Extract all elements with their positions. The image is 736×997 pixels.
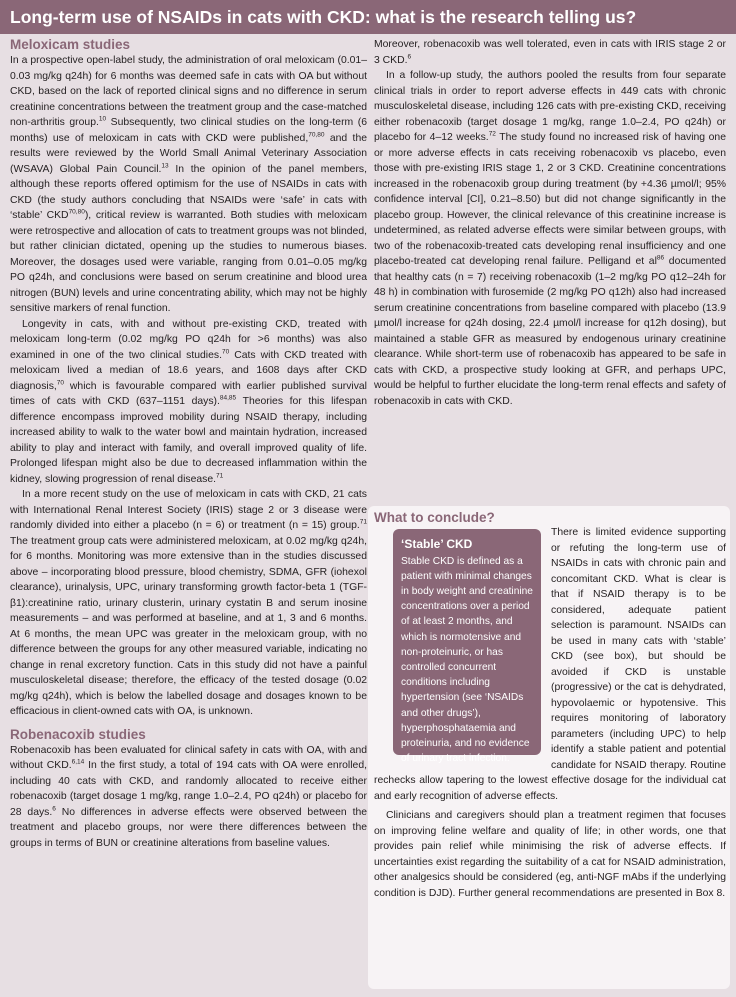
stable-ckd-box [393, 529, 541, 765]
right-column [374, 37, 726, 409]
robenacoxib-paragraph-1: Robenacoxib has been evaluated for clinical safety in cats with OA, with and without CKD.$^{6,14}$ In the first study, a total of 194 cats with OA were enrolled, including 40 cats with CKD, and randomly allocated to receive either robenacoxib (target dosage 1 mg/kg, range 1.0–2.4, PO q24h) or placebo for 28 days.$^6$ No differences in adverse effects were observed between the treatment and placebo groups, nor were there differences between the groups in terms of BUN or creatinine alterations from baseline values. [10, 744, 368, 849]
conclusion-panel [368, 506, 730, 989]
robenacoxib-paragraph-2: In a follow-up study, the authors pooled the results from four separate clinical trials in order to report adverse effects in 449 cats with chronic musculoskeletal disease, including 126 cats with pre-existing CKD, receiving either robenacoxib (target dosage 1 mg/kg, range 1.0–2.4, PO q24h) or placebo for 4–12 weeks.$^{72}$ The study found no increased risk of having one or more adverse effects in cats receiving robenacoxib vs placebo, even those with pre-existing IRIS stage 1, 2 or 3 CKD. Creatinine concentrations increased in the robenacoxib group during treatment (by +4.36 µmol/l; 95% confidence interval [CI], 0.21–8.50) but did not change significantly in the placebo group. However, the clinical relevance of this creatinine increase is undetermined, as related adverse effects were similar between groups, with two of the robenacoxib-treated cats developing renal insufficiency and one placebo-treated cat developing renal failure. Pelligand et $al^{86}$ documented that healthy cats (n = 7) receiving robenacoxib (1–2 mg/kg PO q12–24h for 48 h) in combination with furosemide (2 mg/kg PO q12h) also had increased serum creatinine concentrations from baseline compared with placebo (13.9 µmol/l increase for q24h dosing, 22.4 µmol/l increase for q12h dosing), but maintained a stable GFR as measured by endogenous urinary creatinine clearance. While short-term use of robenacoxib has appeared to be safe in cats with CKD, a prospective study looking at GFR, and perhaps UPC, would be helpful to further elucidate the long-term renal effects and safety of robenacoxib in cats with CKD. [374, 70, 726, 407]
meloxicam-paragraph-2: Longevity in cats, with and without pre-existing CKD, treated with meloxicam long-term (0.02 mg/kg PO q24h for >6 months) was also examined in one of the two clinical studies.$^{70}$ Cats with CKD treated with meloxicam lived a median of 18.6 years, and 1608 days after CKD diagnosis,$^{70}$ which is favourable compared with earlier published survival times of cats with CKD (637–1151 days).$^{84,85}$ Theories for this lifespan difference encompass improved mobility during NSAID therapy, including increased ability to walk to the water bowl and maintain hydration, increased ability to play and interact with family, and overall improved quality of life. Prolonged lifespan might also be due to decreased inflammation within the kidney, slowing progression of renal disease.$^{71}$ [10, 318, 367, 485]
meloxicam-paragraph-1: In a prospective open-label study, the administration of oral meloxicam (0.01–0.03 mg/kg q24h) for 6 months was deemed safe in cats with OA but without CKD, based on the lack of reported clinical signs and no difference in serum creatinine concentrations between the treatment group and the case-matched non-arthritis group.$^{10}$ Subsequently, two clinical studies on the long-term (6 months) use of meloxicam in cats with CKD were published,$^{70,80}$ and the results were reviewed by the World Small Animal Veterinary Association (WSAVA) Global Pain Council.$^{13}$ In the opinion of the panel members, although these reports offered optimism for the use of NSAIDs in cats with CKD (the study authors concluding that NSAIDs were ‘safe’ in cats with ‘stable’ CKD$^{70,80}$), critical review is warranted. Both studies with meloxicam were retrospective and allocation of cats to treatment groups was not blinded, but rather clinician dictated, opening up the studies to numerous biases. Moreover, the dosages used were variable, ranging from 0.01–0.05 mg/kg PO q24h, and conclusions were based on serum creatinine and blood urea nitrogen (BUN) levels and urine concentrating ability, which may not be highly sensitive markers of renal function. [10, 55, 367, 314]
robenacoxib-paragraph-1-continued: Moreover, robenacoxib was well tolerated, even in cats with IRIS stage 2 or 3 CKD.$^6$ [374, 39, 726, 66]
page-title: Long-term use of NSAIDs in cats with CKD: what is the research telling us? [10, 7, 637, 27]
stable-ckd-box-text: Stable CKD is defined as a patient with minimal changes in body weight and creatinine concentrations over a period of at least 2 months, and which is normotensive and non-proteinuric, or has controlled concurrent conditions including hypertension (see ‘NSAIDs and other drugs’), hyperphosphataemia and proteinuria, and no evidence of urinary tract infection. [401, 555, 533, 765]
meloxicam-paragraph-3: In a more recent study on the use of meloxicam in cats with CKD, 21 cats with International Renal Interest Society (IRIS) stage 2 or 3 disease were randomly divided into either a placebo (n = 6) or treatment (n = 15) group.$^{71}$ The treatment group cats were administered meloxicam, at 0.02 mg/kg q24h, for 6 months. Monitoring was more extensive than in the studies discussed above – incorporating blood pressure, blood chemistry, SDMA, GFR (iohexol clearance), urinalysis, UPC, urinary transforming growth factor-beta 1 (TGF-β1):creatinine ratio, urinary clusterin, urinary cystatin B and serum inosine measurements – and was performed at baseline, and at 1, 3 and 6 months. At 6 months, the mean UPC was greater in the meloxicam group, with no difference between the groups for any other measured variable, indicating no change in renal excretory function. Cats in this study did not have a painful musculoskeletal disease; therefore, the efficacy of the tested dosage (0.02 mg/kg q24h), which is below the labelled dosage and dosages known to be efficacious in client-owned cats with OA, is unknown. [10, 489, 367, 717]
meloxicam-heading: Meloxicam studies [10, 37, 131, 52]
robenacoxib-heading: Robenacoxib studies [10, 726, 146, 742]
stable-ckd-box-title: ‘Stable’ CKD [401, 537, 473, 551]
left-column [10, 37, 367, 851]
conclusion-heading: What to conclude? [374, 510, 495, 525]
conclusion-paragraph-1: ‘Stable’ CKD Stable CKD is defined as a patient with minimal changes in body weight and creatinine concentrations over a period of at least 2 months, and which is normotensive and non-proteinuric, or has controlled concurrent conditions including hypertension (see ‘NSAIDs and other drugs’), hyperphosphataemia and proteinuria, and no evidence of urinary tract infection. There is limited evidence supporting or refuting the long-term use of NSAIDs in cats with chronic pain and concomitant CKD. What is clear is that if NSAID therapy is to be considered, adequate patient selection is paramount. NSAIDs can be used in many cats with ‘stable’ CKD (see box), but should be avoided if CKD is unstable (progressive) or the cat is dehydrated, hypovolaemic or hypotensive. This requires monitoring of laboratory parameters (including UPC) to help identify a stable patient and potential candidate for NSAID therapy. Routine rechecks allow tapering to the lowest effective dosage for the individual cat and early recognition of adverse effects. [374, 527, 726, 802]
conclusion-paragraph-2: Clinicians and caregivers should plan a treatment regimen that focuses on improving feline welfare and quality of life; in other words, one that provides pain relief while minimising the risk of adverse effects. If uncertainties exist regarding the suitability of a cat for NSAID administration, other analgesics should be considered (eg, anti-NGF mAbs if the underlying condition is DJD). Further general recommendations are presented in Box 8. [374, 810, 726, 899]
title-banner [0, 0, 736, 34]
